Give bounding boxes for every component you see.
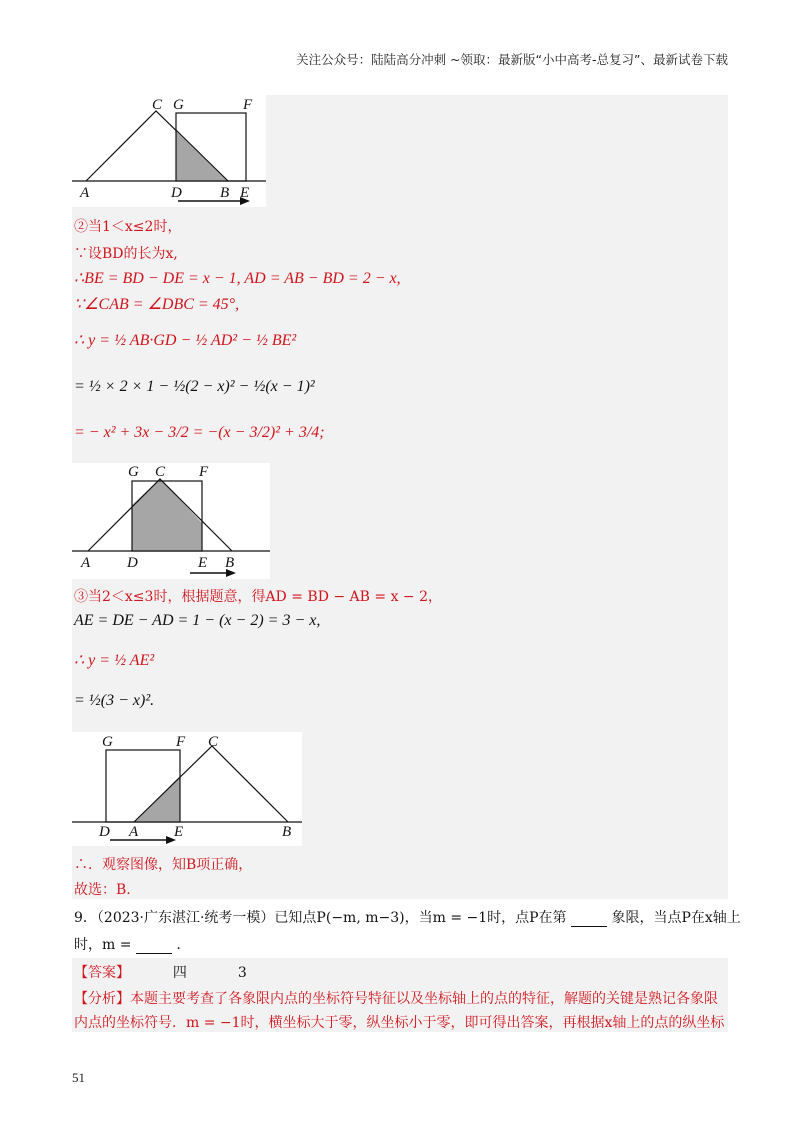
label-f: F xyxy=(176,734,186,750)
answer-label: 【答案】 xyxy=(74,965,130,981)
analysis-line2: 内点的坐标符号．m = −1时，横坐标大于零，纵坐标小于零，即可得出答案，再根据x轴上的点的纵坐标 xyxy=(74,1015,725,1031)
answer-blank-1 xyxy=(571,910,607,927)
label-d: D xyxy=(171,185,182,201)
label-e: E xyxy=(240,185,250,201)
case2-line4: ∴ y = ½ AB·GD − ½ AD² − ½ BE² xyxy=(74,332,297,349)
label-c: C xyxy=(208,734,219,750)
label-e: E xyxy=(174,824,184,840)
label-b: B xyxy=(282,824,292,840)
figure-case-2 xyxy=(72,463,270,579)
case2-line2: ∴BE = BD − DE = x − 1, AD = AB − BD = 2 − x, xyxy=(74,270,401,287)
label-d: D xyxy=(127,555,138,571)
label-f: F xyxy=(243,97,253,113)
case2-title: ②当1＜x≤2时， xyxy=(74,219,182,235)
label-b: B xyxy=(220,185,230,201)
case2-line6: = − x² + 3x − 3/2 = −(x − 3/2)² + 3/4; xyxy=(74,424,325,441)
figure-case-3 xyxy=(72,732,302,846)
case2-line1: ∵设BD的长为x, xyxy=(74,246,178,262)
analysis-line1: 【分析】本题主要考查了各象限内点的坐标符号特征以及坐标轴上的点的特征，解题的关键是熟记各象限 xyxy=(74,991,718,1007)
page-header: 关注公众号：陆陆高分冲刺 ~领取：最新版“小中高考-总复习”、最新试卷下载 xyxy=(296,52,728,67)
shaded-region xyxy=(132,479,202,551)
page-number: 51 xyxy=(72,1070,85,1085)
case3-line1: AE = DE − AD = 1 − (x − 2) = 3 − x, xyxy=(74,612,321,629)
answer-value-1: 四 xyxy=(172,965,187,981)
label-e: E xyxy=(198,555,208,571)
figure-case-1 xyxy=(72,95,266,207)
question-9-text: 9．（2023·广东湛江·统考一模）已知点P(−m, m−3)，当m = −1时，点P在第 xyxy=(74,910,567,926)
question-9-line1 xyxy=(74,907,741,927)
shaded-region xyxy=(176,130,228,181)
label-c: C xyxy=(152,97,163,113)
label-f: F xyxy=(199,464,209,480)
label-g: G xyxy=(128,464,139,480)
case3-line3: = ½(3 − x)². xyxy=(74,692,155,709)
answer-blank-2 xyxy=(136,937,172,954)
label-a: A xyxy=(81,555,91,571)
question-9-text-b: 象限，当点P在x轴上 xyxy=(611,910,741,926)
case2-line5: = ½ × 2 × 1 − ½(2 − x)² − ½(x − 1)² xyxy=(74,378,315,395)
conclusion-line2: 故选：B. xyxy=(74,882,131,898)
answer-row xyxy=(74,962,247,982)
question-9-line2 xyxy=(74,934,181,954)
label-a: A xyxy=(80,185,90,201)
label-g: G xyxy=(173,97,184,113)
question-9-text-2b: . xyxy=(176,937,181,953)
question-9-text-2: 时，m = xyxy=(74,937,132,953)
label-a: A xyxy=(129,824,139,840)
label-d: D xyxy=(99,824,110,840)
conclusion-line1: ∴．观察图像，知B项正确， xyxy=(74,857,253,873)
label-b: B xyxy=(225,555,235,571)
case2-line3: ∵∠CAB = ∠DBC = 45°, xyxy=(74,296,240,313)
case3-title: ③当2＜x≤3时，根据题意，得AD = BD − AB = x − 2， xyxy=(74,589,443,605)
case3-line2: ∴ y = ½ AE² xyxy=(74,652,155,669)
label-c: C xyxy=(155,464,166,480)
answer-value-2: 3 xyxy=(237,965,247,981)
label-g: G xyxy=(102,734,113,750)
